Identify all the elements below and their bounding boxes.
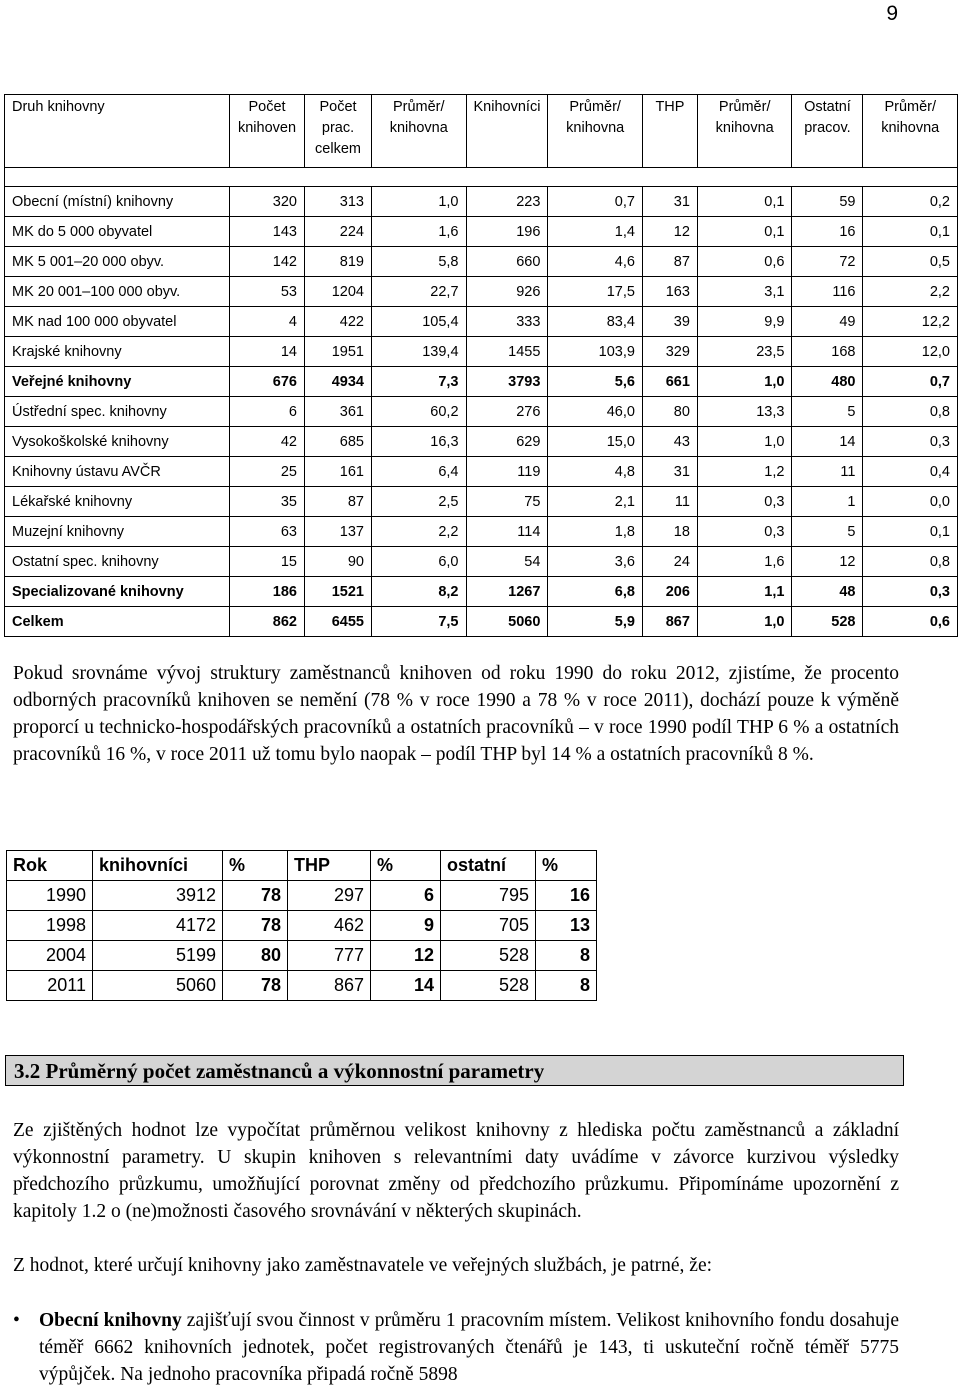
table-cell: 75 — [466, 487, 548, 517]
table-cell: 5060 — [466, 607, 548, 637]
table-cell: 661 — [642, 367, 697, 397]
table-cell: 528 — [792, 607, 863, 637]
table-cell: 87 — [642, 247, 697, 277]
table-cell: 114 — [466, 517, 548, 547]
table-cell: 1,1 — [697, 577, 792, 607]
table-row — [5, 607, 958, 637]
table-cell: 15,0 — [548, 427, 643, 457]
table-cell: 462 — [288, 911, 371, 941]
row-label: Muzejní knihovny — [5, 517, 230, 547]
table-cell: 8 — [536, 941, 597, 971]
header-librarians: knihovníci — [93, 851, 223, 881]
row-label: Ostatní spec. knihovny — [5, 547, 230, 577]
table-cell: 528 — [441, 971, 536, 1001]
row-label: Ústřední spec. knihovny — [5, 397, 230, 427]
header-other: ostatní — [441, 851, 536, 881]
table-cell: 87 — [305, 487, 372, 517]
row-label: MK nad 100 000 obyvatel — [5, 307, 230, 337]
table-row — [5, 577, 958, 607]
table-cell: 297 — [288, 881, 371, 911]
table-cell: 4,8 — [548, 457, 643, 487]
header-avg-per-library: Průměr/ knihovna — [372, 95, 467, 168]
table-cell: 11 — [642, 487, 697, 517]
table-cell: 4,6 — [548, 247, 643, 277]
table-cell: 83,4 — [548, 307, 643, 337]
table-header-row — [5, 95, 958, 168]
table-cell: 6 — [230, 397, 305, 427]
table-cell: 43 — [642, 427, 697, 457]
table-row — [5, 457, 958, 487]
header-librarians: Knihovníci — [466, 95, 548, 168]
table-cell: 143 — [230, 217, 305, 247]
section-heading: 3.2 Průměrný počet zaměstnanců a výkonnostní parametry — [5, 1055, 904, 1086]
row-label: MK 20 001–100 000 obyv. — [5, 277, 230, 307]
table-cell: 14 — [371, 971, 441, 1001]
table-cell: 12 — [642, 217, 697, 247]
table-cell: 0,7 — [548, 187, 643, 217]
table-cell: 35 — [230, 487, 305, 517]
table-row — [5, 517, 958, 547]
table-cell: 1,6 — [697, 547, 792, 577]
table-cell: 5,6 — [548, 367, 643, 397]
table-cell: 1951 — [305, 337, 372, 367]
table-row — [7, 971, 597, 1001]
row-label: Vysokoškolské knihovny — [5, 427, 230, 457]
table-cell: 5199 — [93, 941, 223, 971]
table-cell: 72 — [792, 247, 863, 277]
table-row — [5, 547, 958, 577]
table-cell: 11 — [792, 457, 863, 487]
table-cell: 16,3 — [372, 427, 467, 457]
staff-structure-table — [6, 850, 597, 1001]
table-cell: 0,8 — [863, 547, 958, 577]
table-cell: 12,0 — [863, 337, 958, 367]
table-cell: 31 — [642, 187, 697, 217]
table-cell: 1267 — [466, 577, 548, 607]
bullet-text — [39, 1307, 899, 1388]
table-cell: 6,8 — [548, 577, 643, 607]
table-cell: 0,6 — [697, 247, 792, 277]
library-staff-table — [4, 94, 958, 637]
table-cell: 49 — [792, 307, 863, 337]
bullet-bold-lead: Obecní knihovny — [39, 1310, 182, 1331]
table-cell: 8,2 — [372, 577, 467, 607]
table-cell: 528 — [441, 941, 536, 971]
header-staff-total: Počet prac. celkem — [305, 95, 372, 168]
table-cell: 0,3 — [697, 517, 792, 547]
year-cell: 2011 — [7, 971, 93, 1001]
table-cell: 1455 — [466, 337, 548, 367]
table-cell: 2,1 — [548, 487, 643, 517]
header-avg-per-library: Průměr/ knihovna — [697, 95, 792, 168]
row-label: MK do 5 000 obyvatel — [5, 217, 230, 247]
table-cell: 0,3 — [863, 577, 958, 607]
table-cell: 0,4 — [863, 457, 958, 487]
row-label: Celkem — [5, 607, 230, 637]
table-cell: 3,6 — [548, 547, 643, 577]
table-cell: 0,3 — [697, 487, 792, 517]
row-label: MK 5 001–20 000 obyv. — [5, 247, 230, 277]
table-cell: 9,9 — [697, 307, 792, 337]
table-cell: 0,8 — [863, 397, 958, 427]
table-cell: 15 — [230, 547, 305, 577]
table-cell: 1 — [792, 487, 863, 517]
table-row — [5, 217, 958, 247]
table-cell: 48 — [792, 577, 863, 607]
table-cell: 6455 — [305, 607, 372, 637]
row-label: Obecní (místní) knihovny — [5, 187, 230, 217]
table-cell: 196 — [466, 217, 548, 247]
table-cell: 480 — [792, 367, 863, 397]
table-cell: 3,1 — [697, 277, 792, 307]
row-label: Lékařské knihovny — [5, 487, 230, 517]
table-cell: 78 — [223, 881, 288, 911]
paragraph-averages: Ze zjištěných hodnot lze vypočítat průměrnou velikost knihovny z hlediska počtu zaměstnanců a základní výkonnostní parametry. U skupin knihoven s relevantními daty uvádíme v závorce kurzivou výsledky předchozího průzkumu, umožňující porovnat změny od předchozího průzkumu. Připomínáme upozornění z kapitoly 1.2 o (ne)možnosti časového srovnávání v některých skupinách. — [13, 1120, 899, 1222]
table-cell: 1521 — [305, 577, 372, 607]
table-cell: 320 — [230, 187, 305, 217]
table-cell: 42 — [230, 427, 305, 457]
spacer-row — [5, 168, 958, 187]
table-cell: 6 — [371, 881, 441, 911]
table-cell: 361 — [305, 397, 372, 427]
table-cell: 12,2 — [863, 307, 958, 337]
table-cell: 78 — [223, 911, 288, 941]
header-thp: THP — [642, 95, 697, 168]
table-row — [7, 941, 597, 971]
table-cell: 14 — [230, 337, 305, 367]
header-percent: % — [536, 851, 597, 881]
table-cell: 119 — [466, 457, 548, 487]
table-cell: 3793 — [466, 367, 548, 397]
table-cell: 63 — [230, 517, 305, 547]
table-cell: 224 — [305, 217, 372, 247]
table-cell: 7,3 — [372, 367, 467, 397]
paragraph-staff-structure: Pokud srovnáme vývoj struktury zaměstnanců knihoven od roku 1990 do roku 2012, zjistíme, že procento odborných pracovníků knihoven se nemění (78 % v roce 1990 a 78 % v roce 2011), dochází pouze k výměně proporcí u technicko-hospodářských pracovníků a ostatních pracovníků – v roce 1990 podíl THP 6 % a ostatních pracovníků 16 %, v roce 2011 už tomu bylo naopak – podíl THP byl 14 % a ostatních pracovníků 8 %. — [13, 663, 899, 765]
table-cell: 105,4 — [372, 307, 467, 337]
table-cell: 0,1 — [863, 517, 958, 547]
table-cell: 139,4 — [372, 337, 467, 367]
table-cell: 0,0 — [863, 487, 958, 517]
header-percent: % — [223, 851, 288, 881]
table-row — [5, 487, 958, 517]
table-cell: 313 — [305, 187, 372, 217]
table-cell: 1204 — [305, 277, 372, 307]
table-cell: 7,5 — [372, 607, 467, 637]
table-cell: 1,0 — [372, 187, 467, 217]
table-cell: 5060 — [93, 971, 223, 1001]
bullet-icon: • — [13, 1310, 20, 1331]
table-row — [5, 397, 958, 427]
table-cell: 705 — [441, 911, 536, 941]
table-cell: 0,1 — [697, 217, 792, 247]
table-cell: 867 — [642, 607, 697, 637]
table-header-row — [7, 851, 597, 881]
header-year: Rok — [7, 851, 93, 881]
table-cell: 1,4 — [548, 217, 643, 247]
table-cell: 22,7 — [372, 277, 467, 307]
table-cell: 80 — [223, 941, 288, 971]
table-cell: 862 — [230, 607, 305, 637]
table-cell: 60,2 — [372, 397, 467, 427]
table-cell: 819 — [305, 247, 372, 277]
table-cell: 0,1 — [863, 217, 958, 247]
table-cell: 422 — [305, 307, 372, 337]
table-cell: 24 — [642, 547, 697, 577]
year-cell: 1998 — [7, 911, 93, 941]
table-cell: 4172 — [93, 911, 223, 941]
table-cell: 137 — [305, 517, 372, 547]
table-cell: 5 — [792, 397, 863, 427]
table-cell: 1,6 — [372, 217, 467, 247]
row-label: Specializované knihovny — [5, 577, 230, 607]
paragraph-findings-intro: Z hodnot, které určují knihovny jako zaměstnavatele ve veřejných službách, je patrné, že: — [13, 1255, 713, 1276]
table-cell: 163 — [642, 277, 697, 307]
table-cell: 926 — [466, 277, 548, 307]
table-cell: 1,0 — [697, 367, 792, 397]
table-cell: 5,8 — [372, 247, 467, 277]
table-cell: 6,4 — [372, 457, 467, 487]
table-cell: 1,8 — [548, 517, 643, 547]
table-cell: 9 — [371, 911, 441, 941]
table-cell: 660 — [466, 247, 548, 277]
table-row — [5, 307, 958, 337]
table-row — [5, 337, 958, 367]
table-cell: 116 — [792, 277, 863, 307]
table-cell: 80 — [642, 397, 697, 427]
table-cell: 13 — [536, 911, 597, 941]
table-cell: 142 — [230, 247, 305, 277]
table-cell: 90 — [305, 547, 372, 577]
table-cell: 0,2 — [863, 187, 958, 217]
table-row — [7, 881, 597, 911]
table-cell: 8 — [536, 971, 597, 1001]
bullet-item — [13, 1307, 899, 1388]
table-cell: 276 — [466, 397, 548, 427]
table-cell: 333 — [466, 307, 548, 337]
table-row — [5, 367, 958, 397]
table-cell: 867 — [288, 971, 371, 1001]
bullet-body: zajišťují svou činnost v průměru 1 pracovním místem. Velikost knihovního fondu dosahuje téměř 6662 knihovních jednotek, počet registrovaných čtenářů je 143, ti uskuteční ročně téměř 5775 výpůjček. Na jednoho pracovníka připadá ročně 5898 — [39, 1310, 899, 1385]
table-cell: 59 — [792, 187, 863, 217]
table-cell: 777 — [288, 941, 371, 971]
table-cell: 1,0 — [697, 427, 792, 457]
table-cell: 12 — [371, 941, 441, 971]
header-library-count: Počet knihoven — [230, 95, 305, 168]
table-cell: 16 — [792, 217, 863, 247]
table-cell: 16 — [536, 881, 597, 911]
table-cell: 4934 — [305, 367, 372, 397]
table-row — [5, 187, 958, 217]
table-cell: 103,9 — [548, 337, 643, 367]
row-label: Knihovny ústavu AVČR — [5, 457, 230, 487]
table-cell: 0,5 — [863, 247, 958, 277]
table-cell: 676 — [230, 367, 305, 397]
table-cell: 39 — [642, 307, 697, 337]
header-other-staff: Ostatní pracov. — [792, 95, 863, 168]
table-row — [5, 247, 958, 277]
table-cell: 4 — [230, 307, 305, 337]
header-avg-per-library: Průměr/ knihovna — [548, 95, 643, 168]
table-cell: 795 — [441, 881, 536, 911]
table-cell: 5,9 — [548, 607, 643, 637]
header-thp: THP — [288, 851, 371, 881]
table-cell: 23,5 — [697, 337, 792, 367]
table-cell: 0,7 — [863, 367, 958, 397]
table-cell: 5 — [792, 517, 863, 547]
table-cell: 53 — [230, 277, 305, 307]
header-percent: % — [371, 851, 441, 881]
header-library-type: Druh knihovny — [5, 95, 230, 168]
table-cell: 14 — [792, 427, 863, 457]
header-avg-per-library: Průměr/ knihovna — [863, 95, 958, 168]
table-cell: 685 — [305, 427, 372, 457]
table-cell: 2,2 — [372, 517, 467, 547]
table-cell: 2,5 — [372, 487, 467, 517]
table-cell: 161 — [305, 457, 372, 487]
table-cell: 0,6 — [863, 607, 958, 637]
page-number: 9 — [886, 2, 898, 25]
table-cell: 18 — [642, 517, 697, 547]
table-cell: 12 — [792, 547, 863, 577]
table-cell: 206 — [642, 577, 697, 607]
table-cell: 0,3 — [863, 427, 958, 457]
year-cell: 1990 — [7, 881, 93, 911]
table-row — [7, 911, 597, 941]
row-label: Krajské knihovny — [5, 337, 230, 367]
table-cell: 54 — [466, 547, 548, 577]
table-cell: 1,0 — [697, 607, 792, 637]
table-cell: 1,2 — [697, 457, 792, 487]
table-cell: 2,2 — [863, 277, 958, 307]
table-cell: 6,0 — [372, 547, 467, 577]
table-cell: 3912 — [93, 881, 223, 911]
table-cell: 46,0 — [548, 397, 643, 427]
table-cell: 186 — [230, 577, 305, 607]
row-label: Veřejné knihovny — [5, 367, 230, 397]
table-cell: 13,3 — [697, 397, 792, 427]
table-cell: 629 — [466, 427, 548, 457]
table-cell: 31 — [642, 457, 697, 487]
table-cell: 168 — [792, 337, 863, 367]
table-cell: 329 — [642, 337, 697, 367]
table-cell: 223 — [466, 187, 548, 217]
table-row — [5, 427, 958, 457]
table-cell: 0,1 — [697, 187, 792, 217]
table-cell: 78 — [223, 971, 288, 1001]
year-cell: 2004 — [7, 941, 93, 971]
table-cell: 17,5 — [548, 277, 643, 307]
table-cell: 25 — [230, 457, 305, 487]
table-row — [5, 277, 958, 307]
